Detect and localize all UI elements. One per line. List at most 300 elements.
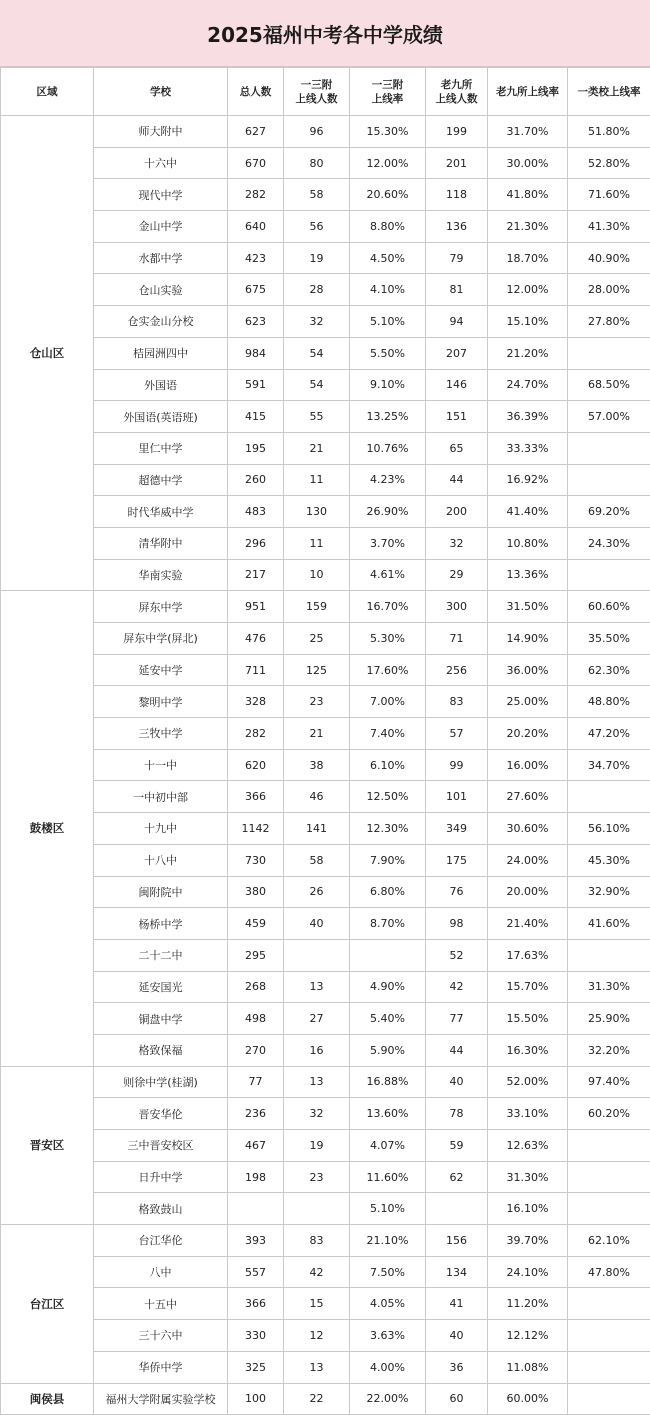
sanfu-rate-cell: 16.88% — [350, 1066, 426, 1098]
table-row — [1, 337, 650, 369]
total-cell: 670 — [228, 147, 284, 179]
total-cell: 951 — [228, 591, 284, 623]
region-cell: 鼓楼区 — [1, 591, 94, 1066]
sanfu-count-cell: 23 — [284, 1161, 350, 1193]
header-row — [1, 68, 650, 116]
table-row — [1, 1066, 650, 1098]
total-cell: 483 — [228, 496, 284, 528]
sanfu-rate-cell: 4.90% — [350, 971, 426, 1003]
total-cell: 268 — [228, 971, 284, 1003]
jiu-count-cell: 59 — [426, 1130, 488, 1162]
school-cell: 台江华伦 — [94, 1225, 228, 1257]
jiu-rate-cell: 15.50% — [488, 1003, 568, 1035]
sanfu-rate-cell: 6.10% — [350, 749, 426, 781]
table-row — [1, 939, 650, 971]
sanfu-rate-cell — [350, 939, 426, 971]
yilei-rate-cell: 41.30% — [568, 211, 650, 243]
yilei-rate-cell: 71.60% — [568, 179, 650, 211]
total-cell: 675 — [228, 274, 284, 306]
jiu-rate-cell: 39.70% — [488, 1225, 568, 1257]
jiu-count-cell: 207 — [426, 337, 488, 369]
total-cell — [228, 1193, 284, 1225]
jiu-rate-cell: 15.10% — [488, 306, 568, 338]
sanfu-count-cell: 19 — [284, 242, 350, 274]
sanfu-rate-cell: 26.90% — [350, 496, 426, 528]
table-row — [1, 464, 650, 496]
school-cell: 杨桥中学 — [94, 908, 228, 940]
jiu-count-cell: 81 — [426, 274, 488, 306]
sanfu-rate-cell: 7.00% — [350, 686, 426, 718]
total-cell: 100 — [228, 1383, 284, 1415]
sanfu-count-cell: 12 — [284, 1320, 350, 1352]
yilei-rate-cell: 41.60% — [568, 908, 650, 940]
sanfu-count-cell: 13 — [284, 1351, 350, 1383]
jiu-rate-cell: 15.70% — [488, 971, 568, 1003]
school-cell: 仓实金山分校 — [94, 306, 228, 338]
jiu-rate-cell: 16.00% — [488, 749, 568, 781]
header-total: 总人数 — [228, 68, 284, 116]
table-row — [1, 876, 650, 908]
sanfu-rate-cell: 8.80% — [350, 211, 426, 243]
jiu-rate-cell: 24.10% — [488, 1256, 568, 1288]
table-row — [1, 908, 650, 940]
jiu-count-cell: 78 — [426, 1098, 488, 1130]
jiu-count-cell: 201 — [426, 147, 488, 179]
region-cell: 闽侯县 — [1, 1383, 94, 1415]
header-sanfu-count-line2: 上线人数 — [296, 93, 338, 105]
table-row — [1, 242, 650, 274]
sanfu-count-cell: 28 — [284, 274, 350, 306]
sanfu-rate-cell: 16.70% — [350, 591, 426, 623]
yilei-rate-cell: 48.80% — [568, 686, 650, 718]
table-body — [1, 116, 650, 1415]
jiu-count-cell: 29 — [426, 559, 488, 591]
total-cell: 366 — [228, 1288, 284, 1320]
school-cell: 仓山实验 — [94, 274, 228, 306]
jiu-rate-cell: 20.00% — [488, 876, 568, 908]
yilei-rate-cell: 28.00% — [568, 274, 650, 306]
table-row — [1, 1003, 650, 1035]
school-cell: 三牧中学 — [94, 718, 228, 750]
total-cell: 328 — [228, 686, 284, 718]
yilei-rate-cell: 69.20% — [568, 496, 650, 528]
sanfu-count-cell — [284, 1193, 350, 1225]
jiu-count-cell: 52 — [426, 939, 488, 971]
jiu-count-cell: 71 — [426, 623, 488, 655]
yilei-rate-cell — [568, 1383, 650, 1415]
sanfu-rate-cell: 4.61% — [350, 559, 426, 591]
table-row — [1, 211, 650, 243]
jiu-rate-cell: 25.00% — [488, 686, 568, 718]
total-cell: 393 — [228, 1225, 284, 1257]
school-cell: 晋安华伦 — [94, 1098, 228, 1130]
header-sanfu-count-line1: 一三附 — [301, 79, 333, 91]
sanfu-rate-cell: 9.10% — [350, 369, 426, 401]
school-cell: 黎明中学 — [94, 686, 228, 718]
table-row — [1, 306, 650, 338]
school-cell: 三十六中 — [94, 1320, 228, 1352]
sanfu-count-cell: 125 — [284, 654, 350, 686]
school-cell: 华侨中学 — [94, 1351, 228, 1383]
total-cell: 282 — [228, 179, 284, 211]
table-row — [1, 971, 650, 1003]
jiu-count-cell: 151 — [426, 401, 488, 433]
table-row — [1, 1288, 650, 1320]
yilei-rate-cell — [568, 432, 650, 464]
sanfu-count-cell: 130 — [284, 496, 350, 528]
school-cell: 屏东中学 — [94, 591, 228, 623]
school-cell: 十五中 — [94, 1288, 228, 1320]
total-cell: 325 — [228, 1351, 284, 1383]
table-row — [1, 527, 650, 559]
total-cell: 217 — [228, 559, 284, 591]
school-cell: 闽附院中 — [94, 876, 228, 908]
total-cell: 77 — [228, 1066, 284, 1098]
yilei-rate-cell: 68.50% — [568, 369, 650, 401]
jiu-count-cell: 136 — [426, 211, 488, 243]
sanfu-rate-cell: 17.60% — [350, 654, 426, 686]
jiu-rate-cell: 18.70% — [488, 242, 568, 274]
jiu-count-cell: 76 — [426, 876, 488, 908]
table-row — [1, 813, 650, 845]
sanfu-rate-cell: 7.40% — [350, 718, 426, 750]
jiu-count-cell: 101 — [426, 781, 488, 813]
sanfu-rate-cell: 11.60% — [350, 1161, 426, 1193]
table-row — [1, 496, 650, 528]
table-row — [1, 401, 650, 433]
table-row — [1, 654, 650, 686]
yilei-rate-cell — [568, 1193, 650, 1225]
sanfu-rate-cell: 5.10% — [350, 1193, 426, 1225]
school-cell: 福州大学附属实验学校 — [94, 1383, 228, 1415]
yilei-rate-cell — [568, 337, 650, 369]
sanfu-count-cell: 11 — [284, 464, 350, 496]
sanfu-rate-cell: 4.05% — [350, 1288, 426, 1320]
header-jiu-count — [426, 68, 488, 116]
yilei-rate-cell: 25.90% — [568, 1003, 650, 1035]
table-row — [1, 1256, 650, 1288]
table-row — [1, 1193, 650, 1225]
table-row — [1, 274, 650, 306]
jiu-rate-cell: 14.90% — [488, 623, 568, 655]
table-row — [1, 1034, 650, 1066]
table-row — [1, 369, 650, 401]
sanfu-count-cell: 21 — [284, 432, 350, 464]
total-cell: 498 — [228, 1003, 284, 1035]
header-region: 区域 — [1, 68, 94, 116]
yilei-rate-cell: 40.90% — [568, 242, 650, 274]
page-title: 2025福州中考各中学成绩 — [0, 0, 650, 67]
school-cell: 格致鼓山 — [94, 1193, 228, 1225]
yilei-rate-cell — [568, 559, 650, 591]
sanfu-count-cell: 15 — [284, 1288, 350, 1320]
school-cell: 水都中学 — [94, 242, 228, 274]
school-cell: 现代中学 — [94, 179, 228, 211]
jiu-rate-cell: 36.39% — [488, 401, 568, 433]
yilei-rate-cell — [568, 464, 650, 496]
jiu-count-cell: 42 — [426, 971, 488, 1003]
sanfu-rate-cell: 5.30% — [350, 623, 426, 655]
sanfu-rate-cell: 8.70% — [350, 908, 426, 940]
total-cell: 270 — [228, 1034, 284, 1066]
jiu-count-cell: 134 — [426, 1256, 488, 1288]
yilei-rate-cell: 35.50% — [568, 623, 650, 655]
sanfu-count-cell: 80 — [284, 147, 350, 179]
region-cell: 晋安区 — [1, 1066, 94, 1224]
jiu-rate-cell: 12.12% — [488, 1320, 568, 1352]
sanfu-rate-cell: 4.00% — [350, 1351, 426, 1383]
sanfu-count-cell: 16 — [284, 1034, 350, 1066]
jiu-rate-cell: 31.50% — [488, 591, 568, 623]
school-cell: 铜盘中学 — [94, 1003, 228, 1035]
sanfu-rate-cell: 7.50% — [350, 1256, 426, 1288]
jiu-count-cell: 200 — [426, 496, 488, 528]
sanfu-count-cell: 10 — [284, 559, 350, 591]
table-row — [1, 718, 650, 750]
yilei-rate-cell: 51.80% — [568, 116, 650, 148]
jiu-rate-cell: 27.60% — [488, 781, 568, 813]
yilei-rate-cell: 62.30% — [568, 654, 650, 686]
total-cell: 730 — [228, 844, 284, 876]
school-cell: 日升中学 — [94, 1161, 228, 1193]
sanfu-rate-cell: 4.07% — [350, 1130, 426, 1162]
jiu-count-cell: 146 — [426, 369, 488, 401]
header-yilei-rate: 一类校上线率 — [568, 68, 650, 116]
school-cell: 延安中学 — [94, 654, 228, 686]
total-cell: 380 — [228, 876, 284, 908]
sanfu-rate-cell: 22.00% — [350, 1383, 426, 1415]
yilei-rate-cell: 31.30% — [568, 971, 650, 1003]
sanfu-count-cell: 54 — [284, 369, 350, 401]
sanfu-rate-cell: 12.00% — [350, 147, 426, 179]
total-cell: 195 — [228, 432, 284, 464]
yilei-rate-cell — [568, 1130, 650, 1162]
table-row — [1, 179, 650, 211]
total-cell: 620 — [228, 749, 284, 781]
jiu-rate-cell: 12.63% — [488, 1130, 568, 1162]
yilei-rate-cell — [568, 939, 650, 971]
yilei-rate-cell — [568, 1161, 650, 1193]
total-cell: 557 — [228, 1256, 284, 1288]
jiu-count-cell: 40 — [426, 1320, 488, 1352]
yilei-rate-cell: 56.10% — [568, 813, 650, 845]
school-cell: 格致保福 — [94, 1034, 228, 1066]
jiu-rate-cell: 10.80% — [488, 527, 568, 559]
jiu-rate-cell: 21.20% — [488, 337, 568, 369]
jiu-count-cell — [426, 1193, 488, 1225]
school-cell: 一中初中部 — [94, 781, 228, 813]
total-cell: 260 — [228, 464, 284, 496]
jiu-count-cell: 79 — [426, 242, 488, 274]
sanfu-count-cell: 46 — [284, 781, 350, 813]
sanfu-rate-cell: 15.30% — [350, 116, 426, 148]
sanfu-count-cell — [284, 939, 350, 971]
jiu-count-cell: 349 — [426, 813, 488, 845]
sanfu-count-cell: 21 — [284, 718, 350, 750]
jiu-rate-cell: 12.00% — [488, 274, 568, 306]
jiu-count-cell: 65 — [426, 432, 488, 464]
sanfu-rate-cell: 4.10% — [350, 274, 426, 306]
table-row — [1, 1383, 650, 1415]
jiu-rate-cell: 11.08% — [488, 1351, 568, 1383]
jiu-rate-cell: 17.63% — [488, 939, 568, 971]
jiu-rate-cell: 41.80% — [488, 179, 568, 211]
sanfu-count-cell: 22 — [284, 1383, 350, 1415]
jiu-count-cell: 98 — [426, 908, 488, 940]
total-cell: 423 — [228, 242, 284, 274]
sanfu-count-cell: 27 — [284, 1003, 350, 1035]
sanfu-count-cell: 19 — [284, 1130, 350, 1162]
total-cell: 415 — [228, 401, 284, 433]
header-sanfu-count — [284, 68, 350, 116]
table-row — [1, 432, 650, 464]
total-cell: 591 — [228, 369, 284, 401]
table-row — [1, 1130, 650, 1162]
school-cell: 外国语 — [94, 369, 228, 401]
sanfu-count-cell: 32 — [284, 1098, 350, 1130]
school-cell: 十一中 — [94, 749, 228, 781]
total-cell: 623 — [228, 306, 284, 338]
header-sanfu-rate-line2: 上线率 — [372, 93, 404, 105]
total-cell: 640 — [228, 211, 284, 243]
school-cell: 十六中 — [94, 147, 228, 179]
yilei-rate-cell: 47.20% — [568, 718, 650, 750]
jiu-count-cell: 156 — [426, 1225, 488, 1257]
sanfu-count-cell: 38 — [284, 749, 350, 781]
jiu-rate-cell: 30.00% — [488, 147, 568, 179]
header-jiu-count-line2: 上线人数 — [436, 93, 478, 105]
school-cell: 延安国光 — [94, 971, 228, 1003]
total-cell: 296 — [228, 527, 284, 559]
yilei-rate-cell — [568, 1288, 650, 1320]
total-cell: 198 — [228, 1161, 284, 1193]
yilei-rate-cell: 32.20% — [568, 1034, 650, 1066]
yilei-rate-cell: 60.20% — [568, 1098, 650, 1130]
sanfu-count-cell: 42 — [284, 1256, 350, 1288]
school-cell: 八中 — [94, 1256, 228, 1288]
total-cell: 330 — [228, 1320, 284, 1352]
table-row — [1, 844, 650, 876]
jiu-count-cell: 40 — [426, 1066, 488, 1098]
total-cell: 282 — [228, 718, 284, 750]
jiu-rate-cell: 33.10% — [488, 1098, 568, 1130]
sanfu-rate-cell: 3.70% — [350, 527, 426, 559]
yilei-rate-cell: 34.70% — [568, 749, 650, 781]
header-school: 学校 — [94, 68, 228, 116]
sanfu-count-cell: 13 — [284, 1066, 350, 1098]
jiu-rate-cell: 36.00% — [488, 654, 568, 686]
jiu-count-cell: 32 — [426, 527, 488, 559]
header-sanfu-rate-line1: 一三附 — [372, 79, 404, 91]
school-cell: 时代华威中学 — [94, 496, 228, 528]
jiu-count-cell: 94 — [426, 306, 488, 338]
table-row — [1, 749, 650, 781]
jiu-rate-cell: 11.20% — [488, 1288, 568, 1320]
school-cell: 桔园洲四中 — [94, 337, 228, 369]
total-cell: 1142 — [228, 813, 284, 845]
total-cell: 711 — [228, 654, 284, 686]
sanfu-count-cell: 23 — [284, 686, 350, 718]
jiu-count-cell: 60 — [426, 1383, 488, 1415]
yilei-rate-cell: 27.80% — [568, 306, 650, 338]
yilei-rate-cell: 52.80% — [568, 147, 650, 179]
jiu-count-cell: 36 — [426, 1351, 488, 1383]
yilei-rate-cell: 32.90% — [568, 876, 650, 908]
sanfu-rate-cell: 5.10% — [350, 306, 426, 338]
school-cell: 外国语(英语班) — [94, 401, 228, 433]
table-row — [1, 1351, 650, 1383]
yilei-rate-cell: 97.40% — [568, 1066, 650, 1098]
yilei-rate-cell: 62.10% — [568, 1225, 650, 1257]
sanfu-count-cell: 96 — [284, 116, 350, 148]
yilei-rate-cell — [568, 1351, 650, 1383]
table-row — [1, 591, 650, 623]
table-row — [1, 559, 650, 591]
sanfu-count-cell: 141 — [284, 813, 350, 845]
sanfu-count-cell: 40 — [284, 908, 350, 940]
jiu-rate-cell: 20.20% — [488, 718, 568, 750]
jiu-count-cell: 77 — [426, 1003, 488, 1035]
sanfu-rate-cell: 21.10% — [350, 1225, 426, 1257]
table-row — [1, 1320, 650, 1352]
header-jiu-count-line1: 老九所 — [441, 79, 473, 91]
school-cell: 师大附中 — [94, 116, 228, 148]
sanfu-rate-cell: 13.60% — [350, 1098, 426, 1130]
jiu-rate-cell: 60.00% — [488, 1383, 568, 1415]
sanfu-rate-cell: 4.23% — [350, 464, 426, 496]
jiu-rate-cell: 31.30% — [488, 1161, 568, 1193]
yilei-rate-cell: 60.60% — [568, 591, 650, 623]
table-row — [1, 1161, 650, 1193]
table-row — [1, 623, 650, 655]
jiu-rate-cell: 33.33% — [488, 432, 568, 464]
total-cell: 459 — [228, 908, 284, 940]
jiu-rate-cell: 16.10% — [488, 1193, 568, 1225]
yilei-rate-cell — [568, 781, 650, 813]
school-cell: 则徐中学(桂湖) — [94, 1066, 228, 1098]
sanfu-rate-cell: 10.76% — [350, 432, 426, 464]
total-cell: 295 — [228, 939, 284, 971]
total-cell: 236 — [228, 1098, 284, 1130]
sanfu-rate-cell: 4.50% — [350, 242, 426, 274]
jiu-count-cell: 41 — [426, 1288, 488, 1320]
school-cell: 十九中 — [94, 813, 228, 845]
header-jiu-rate: 老九所上线率 — [488, 68, 568, 116]
region-cell: 台江区 — [1, 1225, 94, 1383]
jiu-rate-cell: 24.70% — [488, 369, 568, 401]
table-row — [1, 116, 650, 148]
table-row — [1, 147, 650, 179]
sanfu-count-cell: 159 — [284, 591, 350, 623]
scores-table — [0, 67, 650, 1415]
sanfu-rate-cell: 5.40% — [350, 1003, 426, 1035]
school-cell: 超德中学 — [94, 464, 228, 496]
sanfu-count-cell: 58 — [284, 179, 350, 211]
sanfu-rate-cell: 12.50% — [350, 781, 426, 813]
jiu-rate-cell: 21.40% — [488, 908, 568, 940]
jiu-count-cell: 57 — [426, 718, 488, 750]
school-cell: 二十二中 — [94, 939, 228, 971]
jiu-count-cell: 83 — [426, 686, 488, 718]
sanfu-rate-cell: 3.63% — [350, 1320, 426, 1352]
sanfu-count-cell: 54 — [284, 337, 350, 369]
jiu-count-cell: 118 — [426, 179, 488, 211]
sanfu-count-cell: 83 — [284, 1225, 350, 1257]
jiu-count-cell: 44 — [426, 1034, 488, 1066]
jiu-rate-cell: 24.00% — [488, 844, 568, 876]
jiu-count-cell: 99 — [426, 749, 488, 781]
jiu-count-cell: 256 — [426, 654, 488, 686]
